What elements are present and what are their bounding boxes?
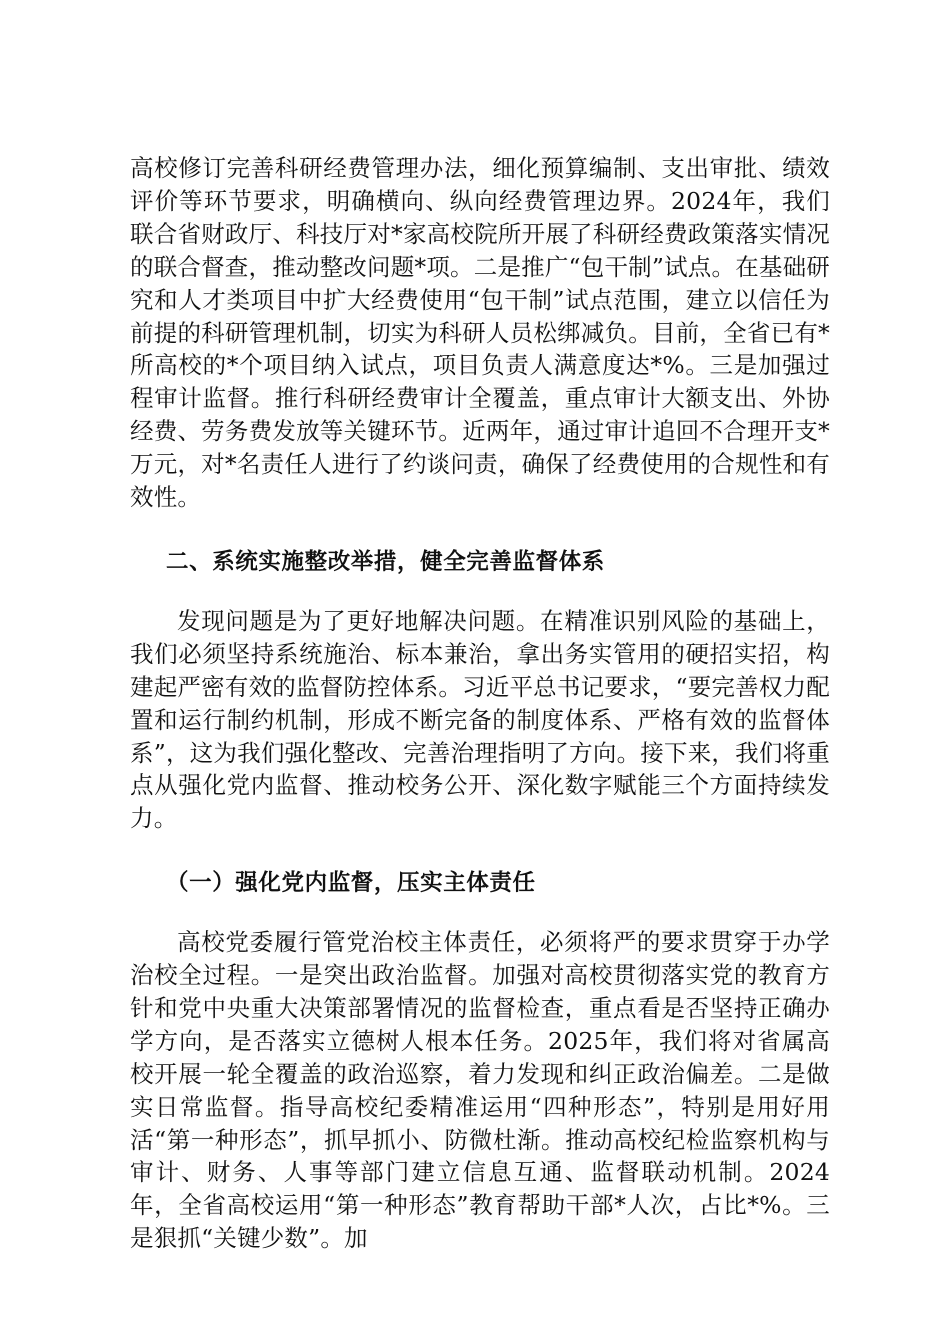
subsection-heading-one: （一）强化党内监督，压实主体责任 (166, 870, 536, 897)
paragraph-party-supervision: 高校党委履行管党治校主体责任，必须将严的要求贯穿于办学治校全过程。一是突出政治监督。加强对高校贯彻落实党的教育方针和党中央重大决策部署情况的监督检查，重点看是否坚持正确办学方向，是否落实立德树人根本任务。2025年，我们将对省属高校开展一轮全覆盖的政治巡察，着力发现和纠正政治偏差。二是做实日常监督。指导高校纪委精准运用“四种形态”，特别是用好用活“第一种形态”，抓早抓小、防微杜渐。推动高校纪检监察机构与审计、财务、人事等部门建立信息互通、监督联动机制。2024年，全省高校运用“第一种形态”教育帮助干部*人次，占比*%。三是狠抓“关键少数”。加 (130, 928, 830, 1253)
document-body (130, 152, 830, 1255)
paragraph-rectification-intro: 发现问题是为了更好地解决问题。在精准识别风险的基础上，我们必须坚持系统施治、标本兼治，拿出务实管用的硬招实招，构建起严密有效的监督防控体系。习近平总书记要求，“要完善权力配置和运行制约机制，形成不断完备的制度体系、严格有效的监督体系”，这为我们强化整改、完善治理指明了方向。接下来，我们将重点从强化党内监督、推动校务公开、深化数字赋能三个方面持续发力。 (130, 606, 830, 833)
section-heading-two: 二、系统实施整改举措，健全完善监督体系 (166, 548, 605, 575)
paragraph-funding-management: 高校修订完善科研经费管理办法，细化预算编制、支出审批、绩效评价等环节要求，明确横向、纵向经费管理边界。2024年，我们联合省财政厅、科技厅对*家高校院所开展了科研经费政策落实情况的联合督查，推动整改问题*项。二是推广“包干制”试点。在基础研究和人才类项目中扩大经费使用“包干制”试点范围，建立以信任为前提的科研管理机制，切实为科研人员松绑减负。目前，全省已有*所高校的*个项目纳入试点，项目负责人满意度达*%。三是加强过程审计监督。推行科研经费审计全覆盖，重点审计大额支出、外协经费、劳务费发放等关键环节。近两年，通过审计追回不合理开支*万元，对*名责任人进行了约谈问责，确保了经费使用的合规性和有效性。 (130, 154, 830, 512)
